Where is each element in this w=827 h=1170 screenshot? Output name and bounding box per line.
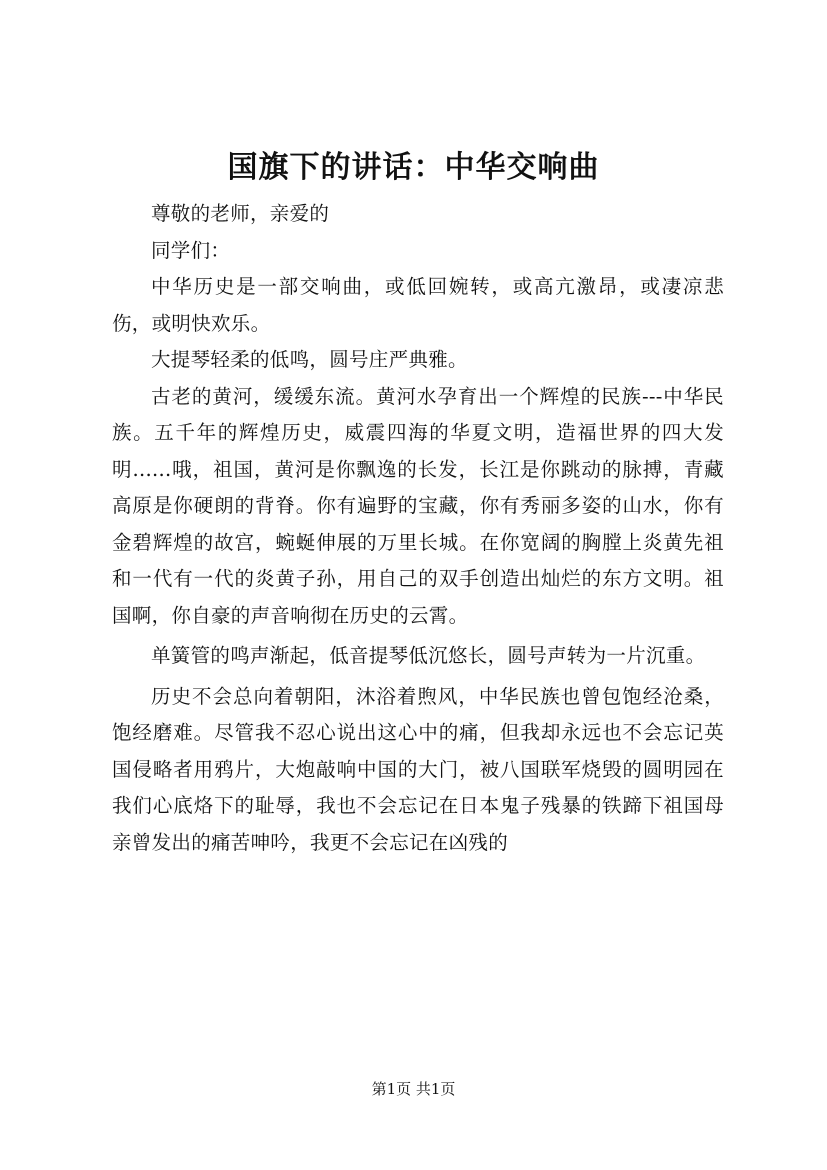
paragraph-history: 历史不会总向着朝阳，沐浴着煦风，中华民族也曾包饱经沧桑，饱经磨难。尽管我不忍心说出这心中的痛，但我却永远也不会忘记英国侵略者用鸦片，大炮敲响中国的大门，被八国联军烧毁的圆明园在我们心底烙下的耻辱，我也不会忘记在日本鬼子残暴的铁蹄下祖国母亲曾发出的痛苦呻吟，我更不会忘记在凶残的	[112, 684, 724, 854]
paragraph-intro: 中华历史是一部交响曲，或低回婉转，或高亢激昂，或凄凉悲伤，或明快欢乐。	[112, 275, 724, 335]
document-title: 国旗下的讲话：中华交响曲	[227, 150, 600, 185]
paragraph-cello: 大提琴轻柔的低鸣，圆号庄严典雅。	[151, 348, 468, 371]
paragraph-yellow-river: 古老的黄河，缓缓东流。黄河水孕育出一个辉煌的民族---中华民族。五千年的辉煌历史，威震四海的华夏文明，造福世界的四大发明......哦，祖国，黄河是你飘逸的长发，长江是你跳动的脉搏，青藏高原是你硬朗的背脊。你有遍野的宝藏，你有秀丽多姿的山水，你有金碧辉煌的故宫，蜿蜒伸展的万里长城。在你宽阔的胸膛上炎黄先祖和一代有一代的炎黄子孙，用自己的双手创造出灿烂的东方文明。祖国啊，你自豪的声音响彻在历史的云霄。	[112, 384, 724, 627]
document-body	[112, 196, 724, 861]
paragraph-salutation: 尊敬的老师，亲爱的	[151, 202, 330, 225]
paragraph-clarinet: 单簧管的鸣声渐起，低音提琴低沉悠长，圆号声转为一片沉重。	[151, 644, 706, 667]
paragraph-salutation-cont: 同学们：	[151, 238, 231, 262]
page-footer: 第1页 共1页	[371, 1080, 456, 1098]
